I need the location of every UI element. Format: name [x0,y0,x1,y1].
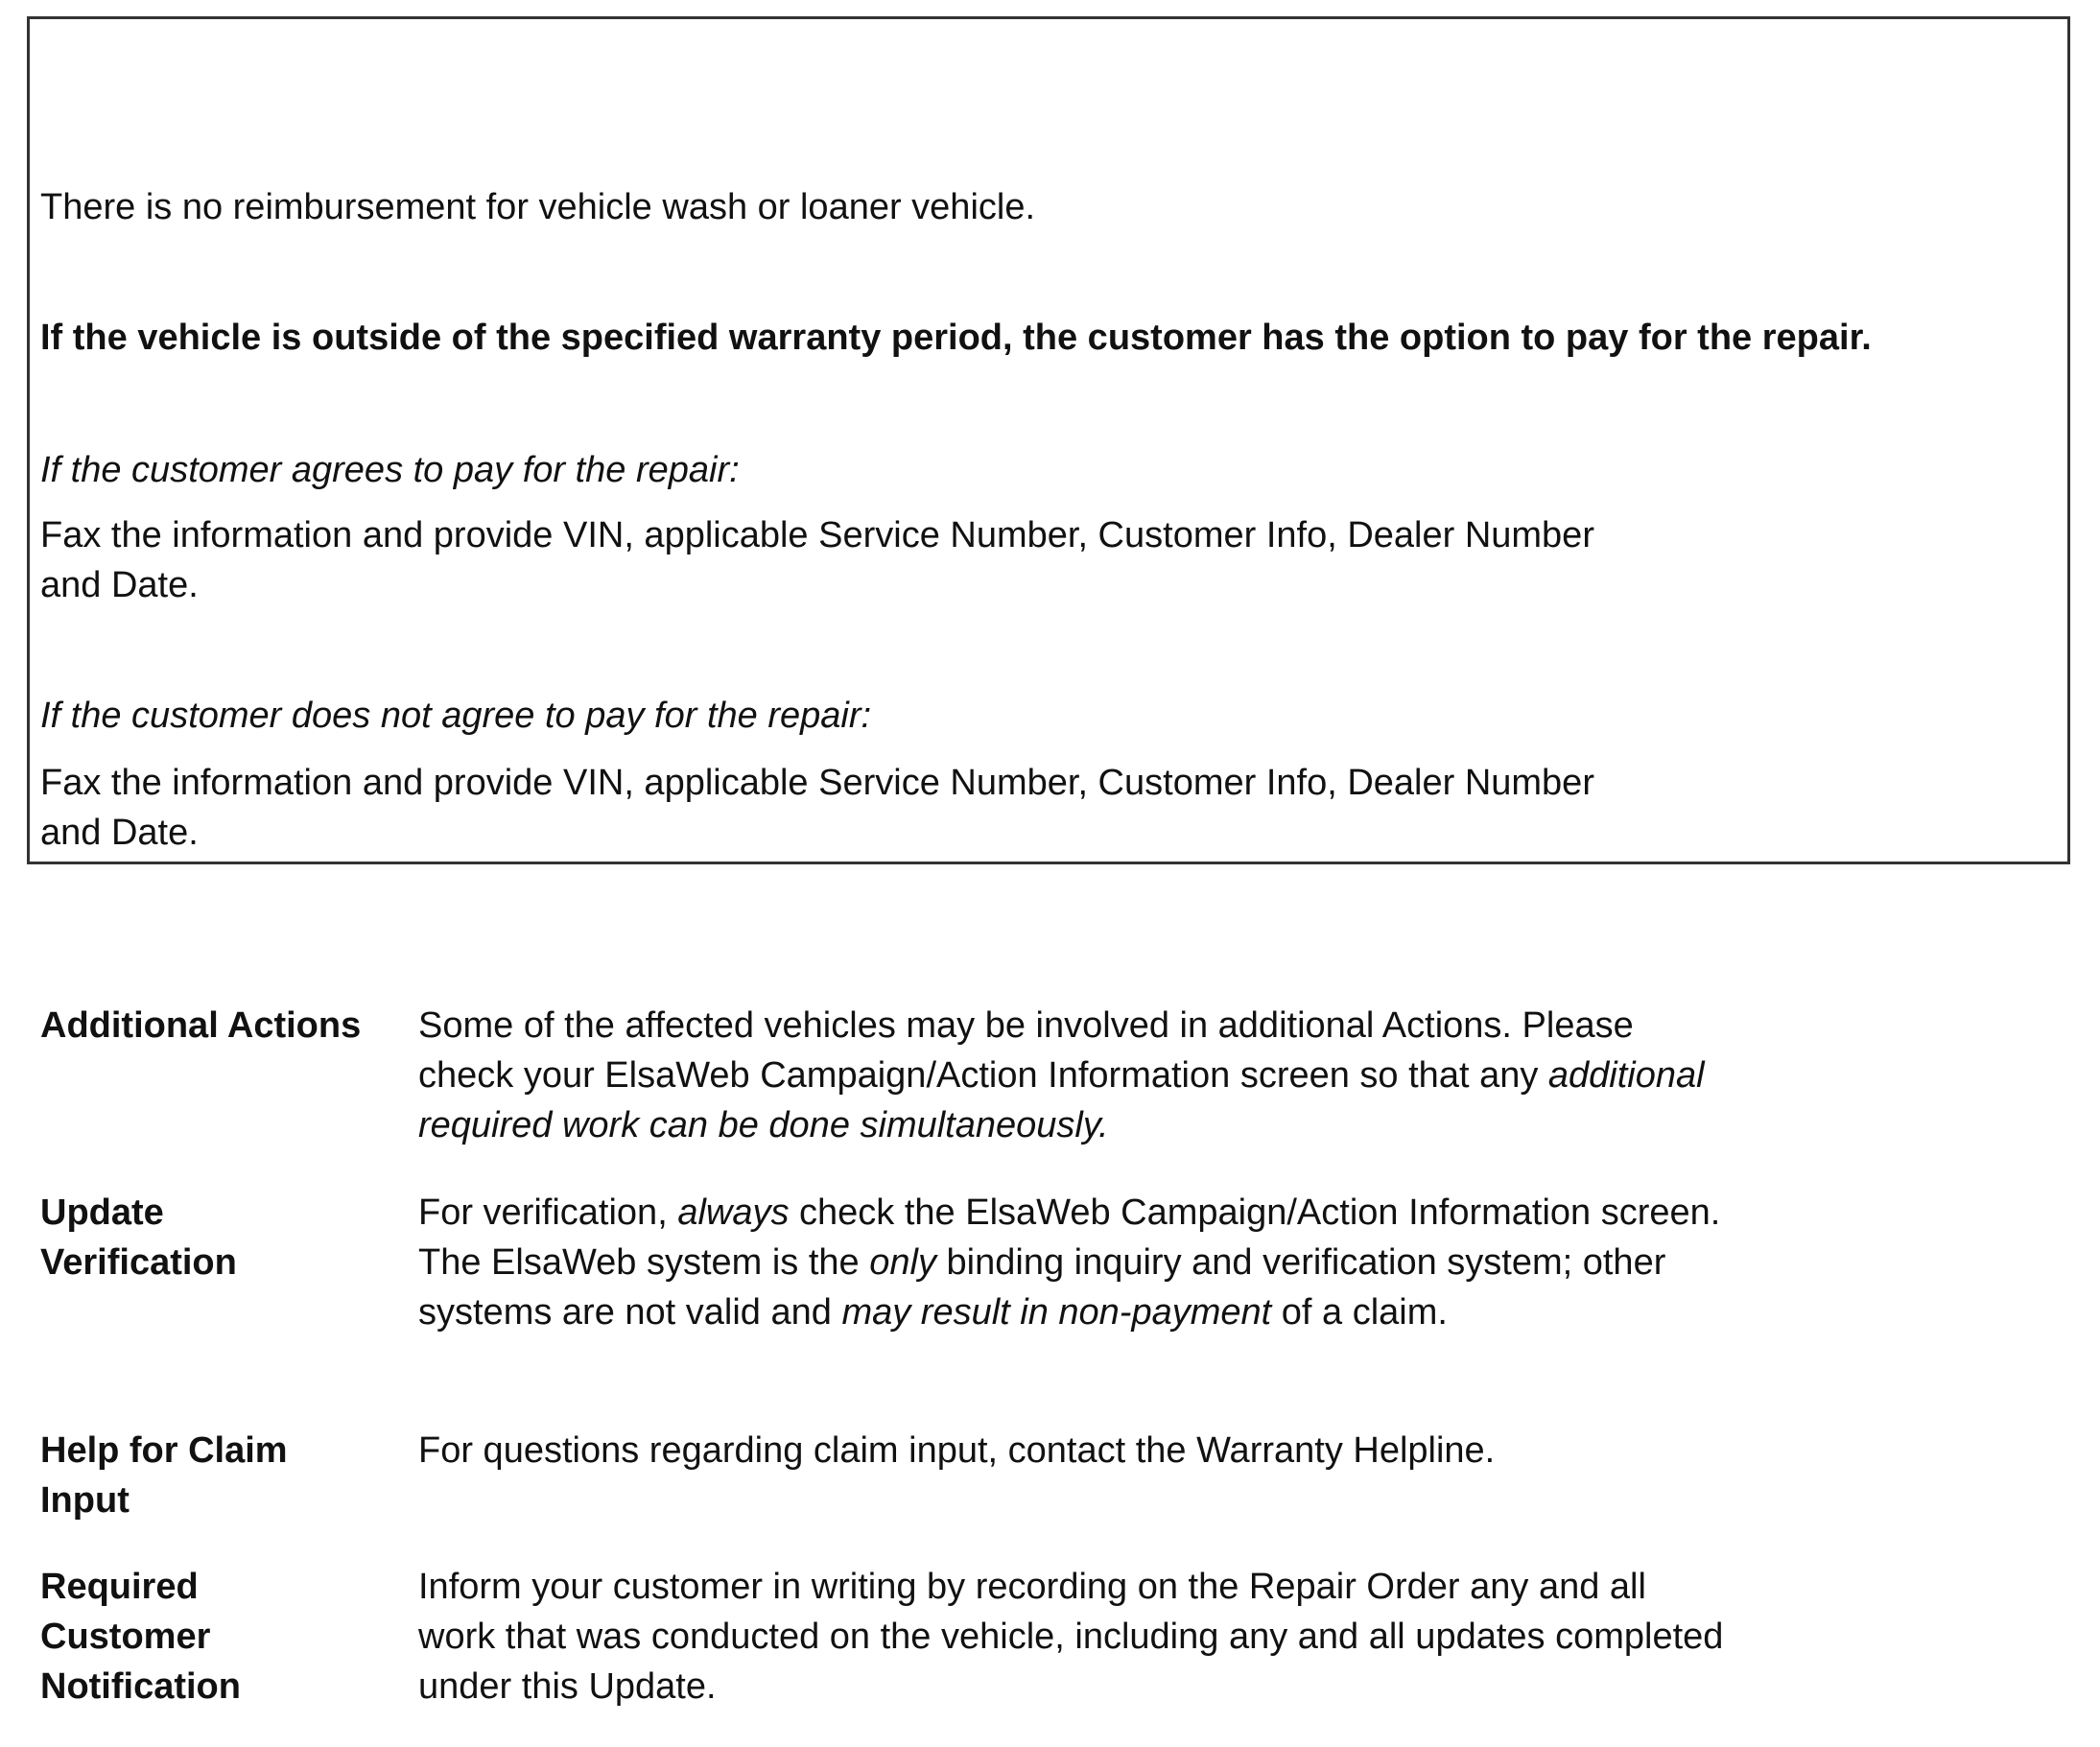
update-verification-italic-3: may result in non-payment [841,1292,1272,1333]
help-claim-input-label: Help for Claim Input [40,1430,288,1521]
no-reimbursement-text: There is no reimbursement for vehicle wash or loaner vehicle. [40,187,1036,227]
update-verification-part-2: check the ElsaWeb Campaign/Action Information screen. The ElsaWeb system is the [418,1192,1721,1283]
update-verification-part-4: of a claim. [1271,1292,1448,1333]
update-verification-text [418,1188,1733,1337]
required-notification-label: Required Customer Notification [40,1567,241,1707]
additional-actions-text-part: Some of the affected vehicles may be involved in additional Actions. Please check your ElsaWeb Campaign/Action Information screen so that any [418,1005,1634,1096]
help-claim-input-text: For questions regarding claim input, contact the Warranty Helpline. [418,1430,1496,1471]
outside-warranty-text: If the vehicle is outside of the specified warranty period, the customer has the option to pay for the repair. [40,318,1872,358]
not-agree-heading: If the customer does not agree to pay for the repair: [40,696,872,736]
update-verification-italic-2: only [869,1242,936,1283]
additional-actions-italic: additional required work can be done simultaneously. [418,1055,1705,1145]
additional-actions-label: Additional Actions [40,1005,362,1046]
additional-actions-text [418,1001,1733,1150]
not-agree-text: Fax the information and provide VIN, applicable Service Number, Customer Info, Dealer Number and Date. [40,763,1594,853]
update-verification-label: Update Verification [40,1192,237,1283]
agrees-heading: If the customer agrees to pay for the repair: [40,450,740,490]
update-verification-italic-1: always [677,1192,790,1233]
agrees-text: Fax the information and provide VIN, applicable Service Number, Customer Info, Dealer Number and Date. [40,515,1594,605]
update-verification-part-1: For verification, [418,1192,678,1233]
required-notification-text: Inform your customer in writing by recording on the Repair Order any and all work that was conducted on the vehicle, including any and all updates completed under this Update. [418,1567,1724,1707]
update-verification-part-3: binding inquiry and verification system; other systems are not valid and [418,1242,1666,1333]
